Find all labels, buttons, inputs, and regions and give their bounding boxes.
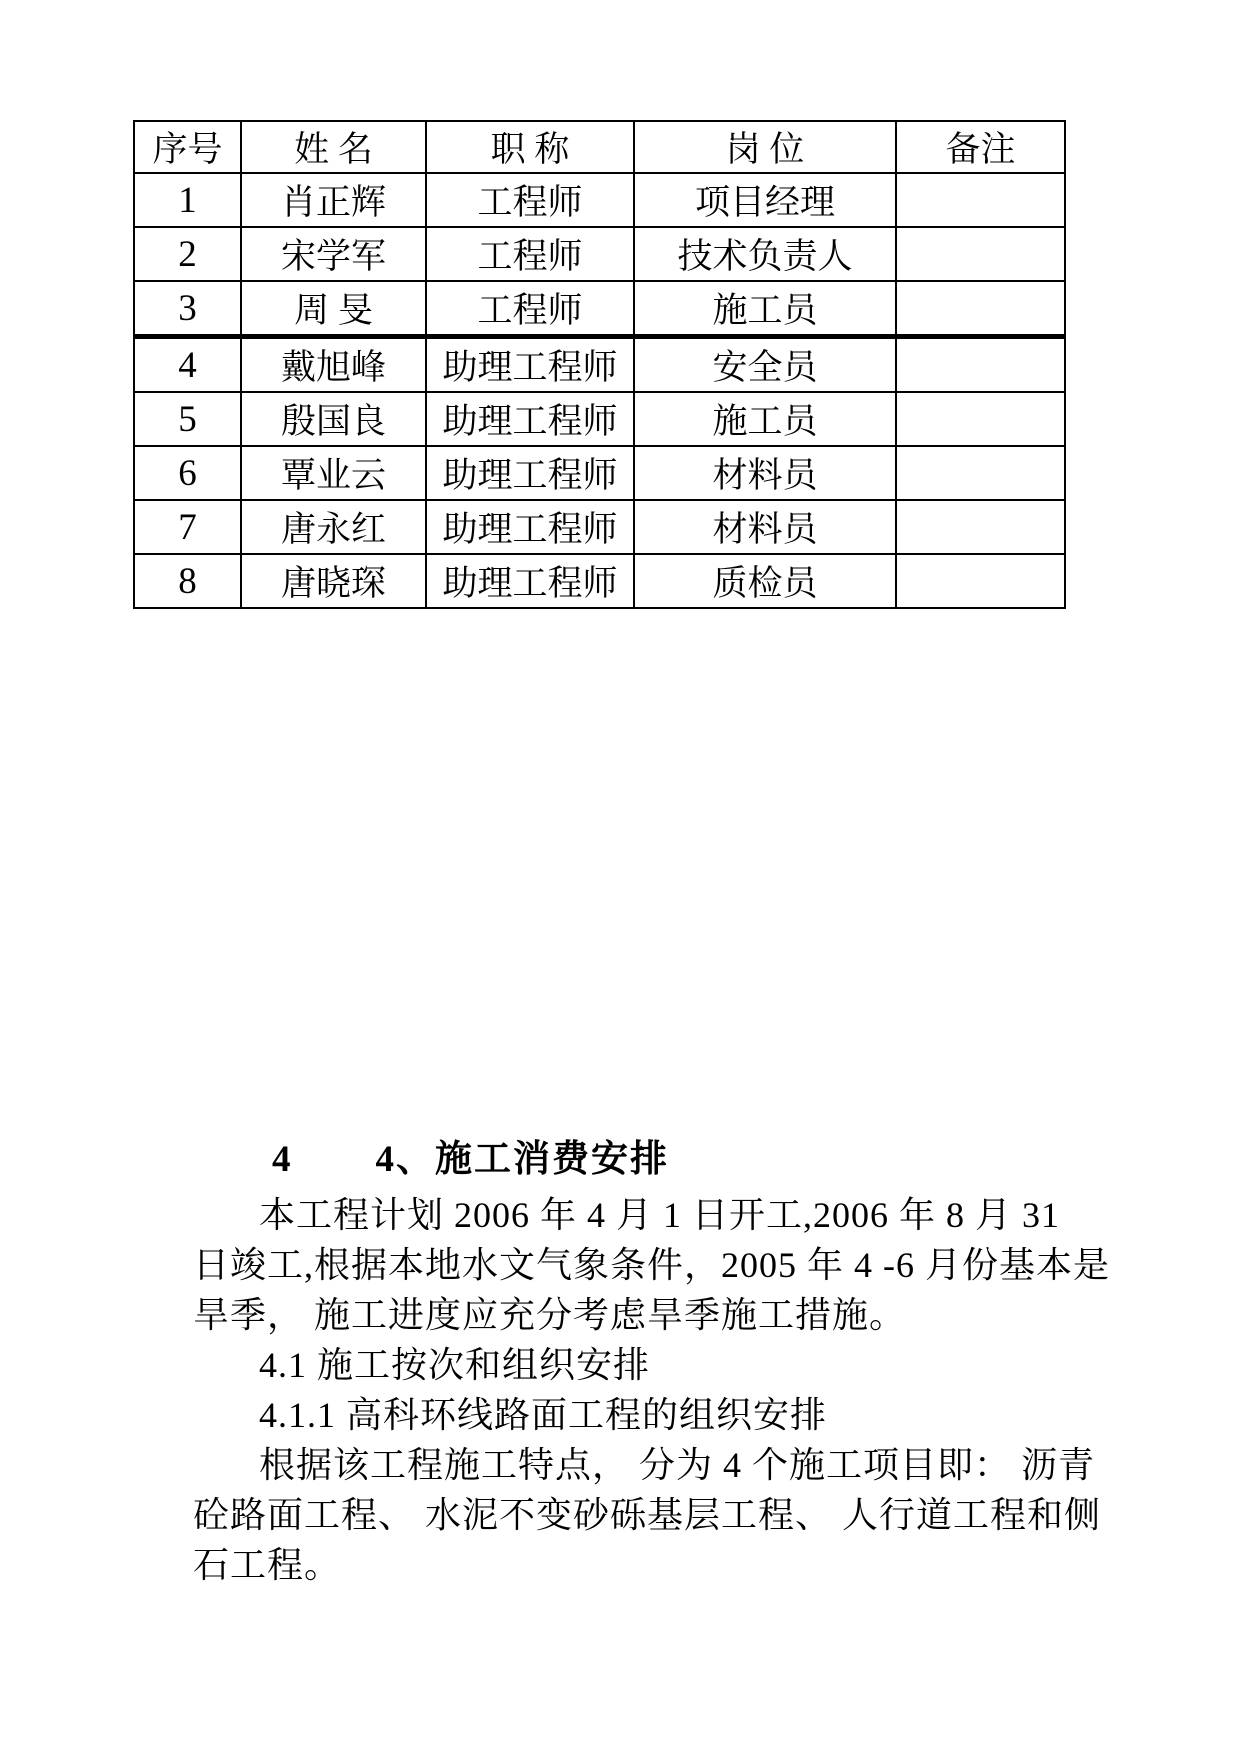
cell-index: 7 — [134, 500, 241, 554]
paragraph-line: 砼路面工程、 水泥不变砂砾基层工程、 人行道工程和侧 — [193, 1495, 1102, 1535]
table-row — [134, 446, 1065, 500]
table-header-row — [134, 121, 1065, 173]
table-cell: 肖正辉 — [241, 173, 426, 227]
cell-index: 1 — [134, 173, 241, 227]
heading-number: 4 — [272, 1139, 291, 1180]
table-cell: 助理工程师 — [426, 337, 634, 393]
column-header: 职 称 — [426, 121, 634, 173]
paragraph-line: 根据该工程施工特点， 分为 4 个施工项目即： 沥青 — [259, 1445, 1096, 1485]
column-header: 序号 — [134, 121, 241, 173]
table-cell — [896, 337, 1065, 393]
table-cell: 助理工程师 — [426, 392, 634, 446]
table-cell: 工程师 — [426, 227, 634, 281]
table-cell: 助理工程师 — [426, 446, 634, 500]
table-cell: 戴旭峰 — [241, 337, 426, 393]
cell-index: 6 — [134, 446, 241, 500]
table-cell — [896, 281, 1065, 337]
table-cell: 工程师 — [426, 173, 634, 227]
section-block — [0, 1138, 1241, 1590]
table-cell: 质检员 — [634, 554, 896, 608]
table-row — [134, 337, 1065, 393]
cell-index: 4 — [134, 337, 241, 393]
column-header: 姓 名 — [241, 121, 426, 173]
table-cell: 宋学军 — [241, 227, 426, 281]
cell-index: 8 — [134, 554, 241, 608]
table-cell: 助理工程师 — [426, 500, 634, 554]
paragraph-line: 日竣工,根据本地水文气象条件，2005 年 4 -6 月份基本是 — [193, 1245, 1110, 1285]
table-cell: 覃业云 — [241, 446, 426, 500]
paragraph-line: 石工程。 — [193, 1545, 342, 1585]
paragraph-line: 旱季， 施工进度应充分考虑旱季施工措施。 — [193, 1295, 907, 1335]
cell-index: 2 — [134, 227, 241, 281]
paragraph-line: 4.1 施工按次和组织安排 — [259, 1345, 651, 1385]
section-heading — [0, 1138, 1241, 1182]
table-cell: 技术负责人 — [634, 227, 896, 281]
doc-lines — [0, 1190, 1241, 1590]
heading-title: 4、施工消费安排 — [375, 1139, 669, 1180]
table-cell: 材料员 — [634, 446, 896, 500]
table-row — [134, 173, 1065, 227]
table-cell — [896, 227, 1065, 281]
cell-index: 3 — [134, 281, 241, 337]
column-header: 备注 — [896, 121, 1065, 173]
cell-index: 5 — [134, 392, 241, 446]
table-cell: 唐永红 — [241, 500, 426, 554]
table-cell — [896, 500, 1065, 554]
staff-table-body — [134, 173, 1065, 608]
table-cell: 施工员 — [634, 392, 896, 446]
table-cell — [896, 446, 1065, 500]
column-header: 岗 位 — [634, 121, 896, 173]
table-cell: 材料员 — [634, 500, 896, 554]
table-cell: 周 旻 — [241, 281, 426, 337]
staff-table — [133, 120, 1066, 609]
table-cell: 项目经理 — [634, 173, 896, 227]
table-cell: 殷国良 — [241, 392, 426, 446]
table-cell — [896, 392, 1065, 446]
table-cell: 安全员 — [634, 337, 896, 393]
table-row — [134, 227, 1065, 281]
table-cell: 工程师 — [426, 281, 634, 337]
table-row — [134, 281, 1065, 337]
paragraph-line: 4.1.1 高科环线路面工程的组织安排 — [259, 1395, 828, 1435]
table-row — [134, 500, 1065, 554]
table-cell: 唐晓琛 — [241, 554, 426, 608]
table-row — [134, 392, 1065, 446]
table-cell — [896, 173, 1065, 227]
table-cell: 施工员 — [634, 281, 896, 337]
table-cell: 助理工程师 — [426, 554, 634, 608]
table-cell — [896, 554, 1065, 608]
paragraph-line: 本工程计划 2006 年 4 月 1 日开工,2006 年 8 月 31 — [259, 1195, 1061, 1235]
table-row — [134, 554, 1065, 608]
